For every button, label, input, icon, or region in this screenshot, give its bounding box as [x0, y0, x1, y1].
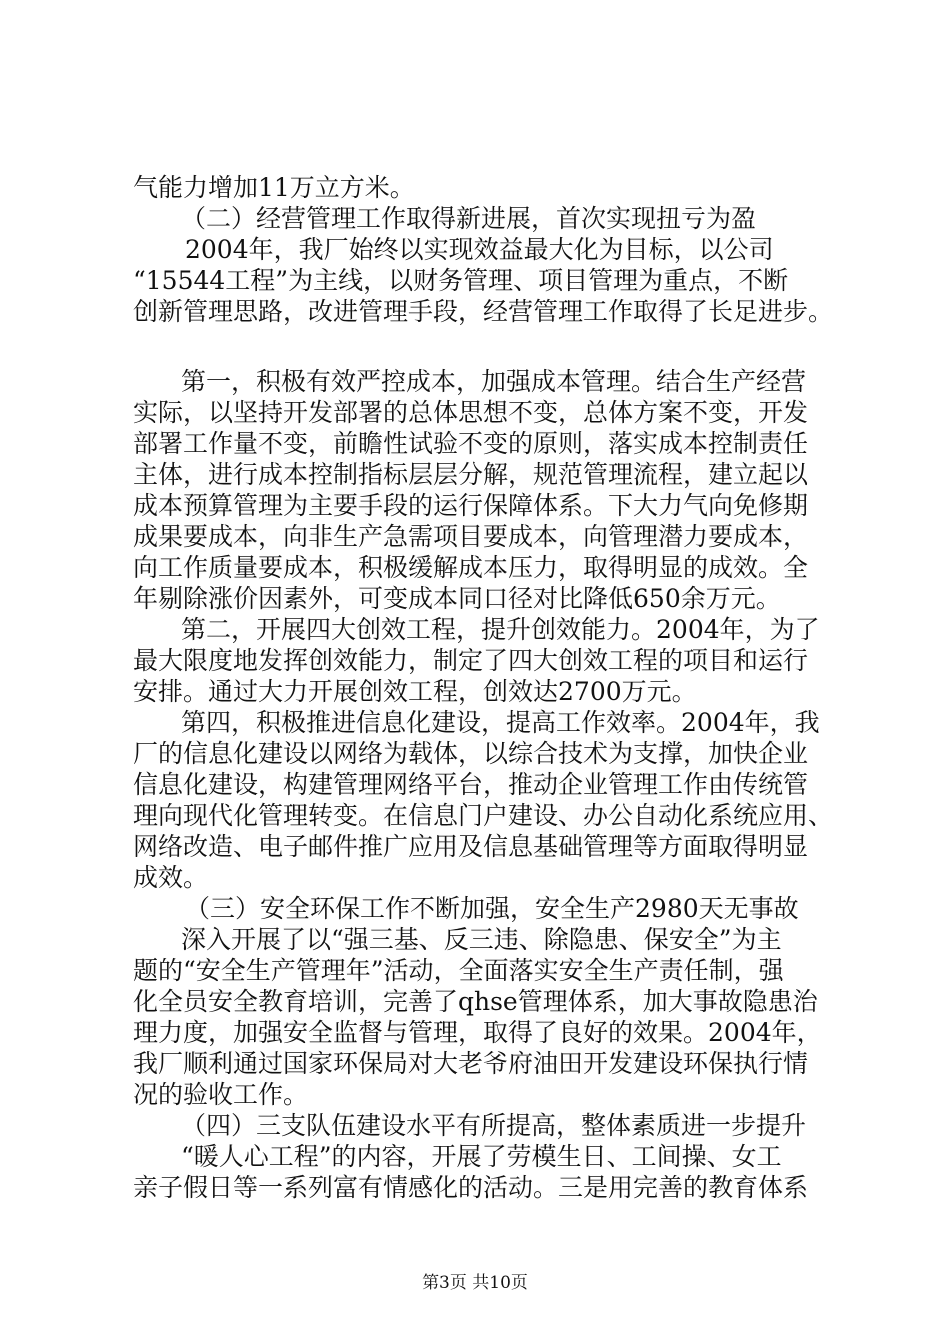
text-line: 题的“安全生产管理年”活动，全面落实安全生产责任制，强 [133, 956, 784, 985]
text-line: 气能力增加11万立方米。 [133, 173, 415, 202]
text-line: 信息化建设，构建管理网络平台，推动企业管理工作由传统管 [133, 770, 809, 799]
text-line: 成本预算管理为主要手段的运行保障体系。下大力气向免修期 [133, 491, 809, 520]
text-line: 实际，以坚持开发部署的总体思想不变，总体方案不变，开发 [133, 398, 809, 427]
text-line: 2004年，我厂始终以实现效益最大化为目标，以公司 [185, 235, 774, 264]
text-line: 深入开展了以“强三基、反三违、除隐患、保安全”为主 [181, 925, 782, 954]
text-line: 况的验收工作。 [133, 1080, 309, 1109]
text-line: 亲子假日等一系列富有情感化的活动。三是用完善的教育体系 [133, 1173, 809, 1202]
text-line: 网络改造、电子邮件推广应用及信息基础管理等方面取得明显 [133, 832, 809, 861]
text-line: 我厂顺利通过国家环保局对大老爷府油田开发建设环保执行情 [133, 1049, 809, 1078]
section-heading: （二）经营管理工作取得新进展，首次实现扭亏为盈 [181, 204, 757, 233]
text-line: 第一，积极有效严控成本，加强成本管理。结合生产经营 [181, 367, 807, 396]
text-line: 向工作质量要成本，积极缓解成本压力，取得明显的成效。全 [133, 553, 809, 582]
text-line: 厂的信息化建设以网络为载体，以综合技术为支撑，加快企业 [133, 739, 809, 768]
text-line: “暖人心工程”的内容，开展了劳模生日、工间操、女工 [181, 1142, 782, 1171]
text-line: 部署工作量不变，前瞻性试验不变的原则，落实成本控制责任 [133, 429, 809, 458]
text-line: 年剔除涨价因素外，可变成本同口径对比降低650余万元。 [133, 584, 781, 613]
text-line: 最大限度地发挥创效能力，制定了四大创效工程的项目和运行 [133, 646, 809, 675]
paragraph-gap [133, 327, 833, 366]
text-line: 第四，积极推进信息化建设，提高工作效率。2004年，我 [181, 708, 820, 737]
text-line: 理力度，加强安全监督与管理，取得了良好的效果。2004年， [133, 1018, 822, 1047]
text-line: 成效。 [133, 863, 209, 892]
section-heading: （三）安全环保工作不断加强，安全生产2980天无事故 [185, 894, 799, 923]
page-footer: 第3页 共10页 [422, 1273, 528, 1293]
text-line: 理向现代化管理转变。在信息门户建设、办公自动化系统应用、 [133, 801, 834, 830]
document-body [133, 172, 833, 1203]
section-heading: （四）三支队伍建设水平有所提高，整体素质进一步提升 [181, 1111, 807, 1140]
text-line: 化全员安全教育培训，完善了qhse管理体系，加大事故隐患治 [133, 987, 818, 1016]
text-line: 安排。通过大力开展创效工程，创效达2700万元。 [133, 677, 697, 706]
text-line: “15544工程”为主线，以财务管理、项目管理为重点，不断 [133, 266, 789, 295]
text-line: 成果要成本，向非生产急需项目要成本，向管理潜力要成本， [133, 522, 809, 551]
text-line: 主体，进行成本控制指标层层分解，规范管理流程，建立起以 [133, 460, 809, 489]
text-line: 创新管理思路，改进管理手段，经营管理工作取得了长足进步。 [133, 297, 834, 326]
text-line: 第二，开展四大创效工程，提升创效能力。2004年，为了 [181, 615, 820, 644]
